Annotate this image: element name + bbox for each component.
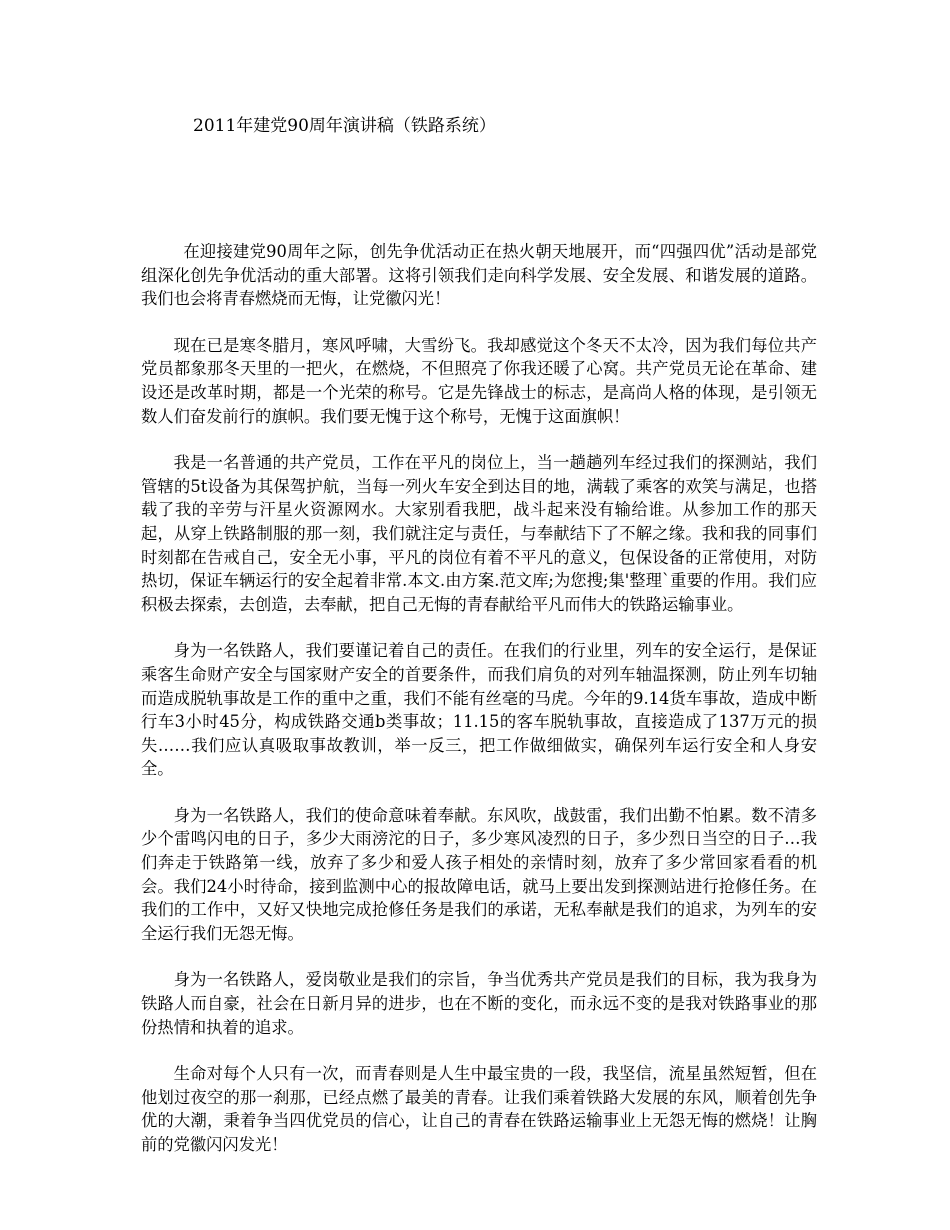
paragraph-1: 在迎接建党90周年之际，创先争优活动正在热火朝天地展开，而“四强四优”活动是部党组深化创先争优活动的重大部署。这将引领我们走向科学发展、安全发展、和谐发展的道路。我们也会将青春燃烧而无悔，让党徽闪光！ [141, 242, 817, 309]
paragraph-4: 身为一名铁路人，我们要谨记着自己的责任。在我们的行业里，列车的安全运行，是保证乘客生命财产安全与国家财产安全的首要条件，而我们肩负的对列车轴温探测，防止列车切轴而造成脱轨事故是工作的重中之重，我们不能有丝毫的马虎。今年的9.14货车事故，造成中断行车3小时45分，构成铁路交通b类事故；11.15的客车脱轨事故，直接造成了137万元的损失……我们应认真吸取事故教训，举一反三，把工作做细做实，确保列车运行安全和人身安全。 [141, 641, 817, 779]
paragraph-3: 我是一名普通的共产党员，工作在平凡的岗位上，当一趟趟列车经过我们的探测站，我们管辖的5t设备为其保驾护航，当每一列火车安全到达目的地，满载了乘客的欢笑与满足，也搭载了我的辛劳与汗星火资源网水。大家别看我肥，战斗起来没有输给谁。从参加工作的那天起，从穿上铁路制服的那一刻，我们就注定与责任，与奉献结下了不解之缘。我和我的同事们时刻都在告戒自己，安全无小事，平凡的岗位有着不平凡的意义，包保设备的正常使用，对防热切，保证车辆运行的安全起着非常.本文.由方案.范文库;为您搜;集'整理`重要的作用。我们应积极去探索，去创造，去奉献，把自己无悔的青春献给平凡而伟大的铁路运输事业。 [141, 453, 817, 614]
paragraph-2: 现在已是寒冬腊月，寒风呼啸，大雪纷飞。我却感觉这个冬天不太冷，因为我们每位共产党员都象那冬天里的一把火，在燃烧，不但照亮了你我还暖了心窝。共产党员无论在革命、建设还是改革时期，都是一个光荣的称号。它是先锋战士的标志，是高尚人格的体现，是引领无数人们奋发前行的旗帜。我们要无愧于这个称号，无愧于这面旗帜！ [141, 335, 817, 426]
paragraph-5: 身为一名铁路人，我们的使命意味着奉献。东风吹，战鼓雷，我们出勤不怕累。数不清多少个雷鸣闪电的日子，多少大雨滂沱的日子，多少寒风凌烈的日子，多少烈日当空的日子…我们奔走于铁路第一线，放弃了多少和爱人孩子相处的亲情时刻，放弃了多少常回家看看的机会。我们24小时待命，接到监测中心的报故障电话，就马上要出发到探测站进行抢修任务。在我们的工作中，又好又快地完成抢修任务是我们的承诺，无私奉献是我们的追求，为列车的安全运行我们无怨无悔。 [141, 805, 817, 943]
paragraph-7: 生命对每个人只有一次，而青春则是人生中最宝贵的一段，我坚信，流星虽然短暂，但在他划过夜空的那一刹那，已经点燃了最美的青春。让我们乘着铁路大发展的东风，顺着创先争优的大潮，秉着争当四优党员的信心，让自己的青春在铁路运输事业上无怨无悔的燃烧！让胸前的党徽闪闪发光！ [141, 1064, 817, 1154]
paragraph-6: 身为一名铁路人，爱岗敬业是我们的宗旨，争当优秀共产党员是我们的目标，我为我身为铁路人而自豪，社会在日新月异的进步，也在不断的变化，而永远不变的是我对铁路事业的那份热情和执着的追求。 [141, 970, 817, 1037]
document-title: 2011年建党90周年演讲稿（铁路系统） [193, 116, 496, 136]
document-body [141, 240, 817, 1180]
